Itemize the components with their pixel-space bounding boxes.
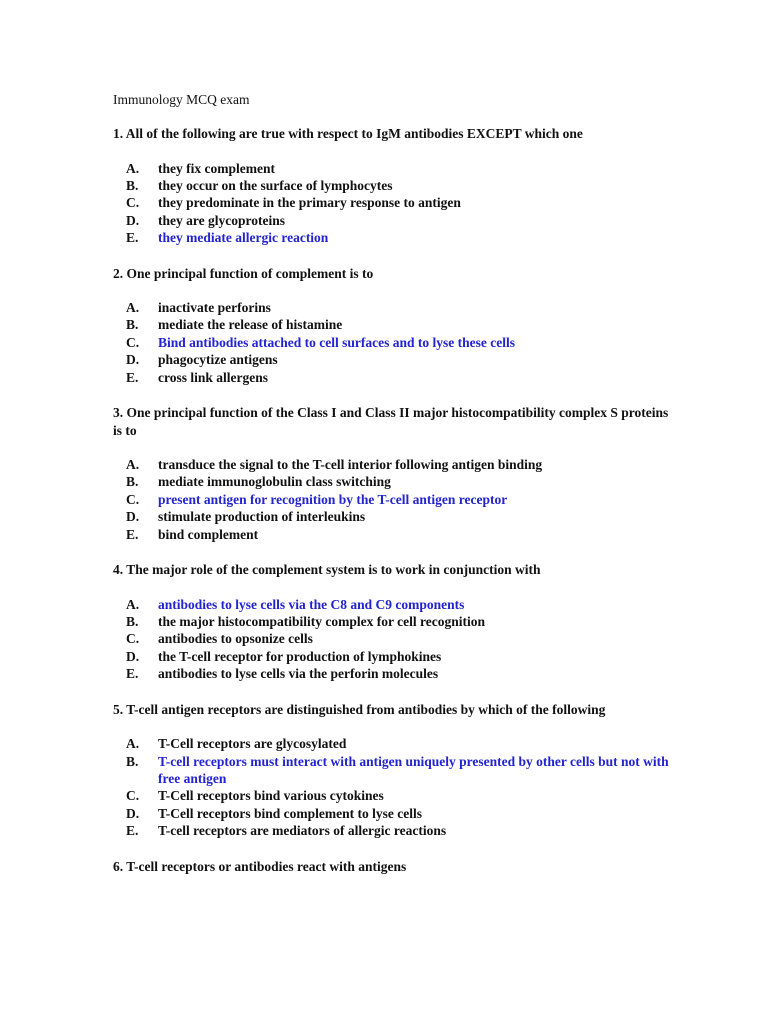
option-text: stimulate production of interleukins — [158, 509, 366, 525]
option-letter: D. — [126, 648, 140, 664]
answer-option — [113, 456, 673, 473]
question-stem: 6. T-cell receptors or antibodies react with antigens — [113, 858, 407, 874]
option-text: phagocytize antigens — [158, 352, 278, 368]
answer-option-correct — [113, 753, 673, 788]
answer-option — [113, 526, 673, 543]
option-text: present antigen for recognition by the T-cell antigen receptor — [158, 491, 508, 507]
option-text: Bind antibodies attached to cell surfaces and to lyse these cells — [158, 334, 515, 350]
option-text: they mediate allergic reaction — [158, 230, 329, 246]
answer-option — [113, 735, 673, 752]
option-letter: B. — [126, 317, 139, 333]
option-letter: C. — [126, 788, 140, 804]
option-text: T-Cell receptors bind complement to lyse cells — [158, 805, 422, 821]
option-letter: C. — [126, 491, 140, 507]
option-text: mediate immunoglobulin class switching — [158, 474, 391, 490]
option-letter: A. — [126, 300, 140, 316]
option-letter: B. — [126, 474, 139, 490]
option-letter: E. — [126, 369, 139, 385]
answer-option-correct — [113, 334, 673, 351]
option-text: bind complement — [158, 526, 259, 542]
answer-option — [113, 665, 673, 682]
option-text: antibodies to opsonize cells — [158, 631, 313, 647]
answer-option — [113, 177, 673, 194]
option-text: the major histocompatibility complex for cell recognition — [158, 614, 485, 629]
question-stem: 2. One principal function of complement is to — [113, 265, 374, 281]
answer-options — [113, 735, 673, 839]
option-text: transduce the signal to the T-cell interior following antigen binding — [158, 457, 543, 473]
answer-option-correct — [113, 596, 673, 613]
option-letter: D. — [126, 509, 140, 525]
option-text: they fix complement — [158, 160, 275, 176]
answer-option — [113, 160, 673, 177]
option-letter: B. — [126, 614, 139, 629]
answer-option — [113, 473, 673, 490]
option-text: the T-cell receptor for production of lymphokines — [158, 648, 442, 664]
answer-option — [113, 369, 673, 386]
answer-option — [113, 822, 673, 839]
answer-option — [113, 630, 673, 647]
option-letter: A. — [126, 736, 140, 752]
option-text: T-cell receptors must interact with antigen uniquely presented by other cells but not with free antigen — [158, 753, 669, 786]
option-letter: C. — [126, 195, 140, 211]
option-letter: E. — [126, 526, 139, 542]
answer-option — [113, 316, 673, 333]
option-letter: A. — [126, 596, 140, 612]
option-letter: E. — [126, 666, 139, 682]
answer-option — [113, 212, 673, 229]
option-letter: B. — [126, 753, 139, 769]
option-letter: D. — [126, 805, 140, 821]
option-text: T-Cell receptors are glycosylated — [158, 736, 347, 752]
exam-page — [113, 91, 673, 893]
option-text: antibodies to lyse cells via the perforin molecules — [158, 666, 439, 682]
option-text: they are glycoproteins — [158, 212, 285, 228]
option-letter: A. — [126, 160, 140, 176]
option-text: inactivate perforins — [158, 300, 271, 316]
question-1 — [113, 125, 673, 247]
option-text: mediate the release of histamine — [158, 317, 343, 333]
option-letter: C. — [126, 631, 140, 647]
answer-options — [113, 299, 673, 386]
answer-options — [113, 456, 673, 543]
option-letter: B. — [126, 177, 139, 193]
answer-option — [113, 805, 673, 822]
question-stem: 5. T-cell antigen receptors are distinguished from antibodies by which of the following — [113, 701, 606, 717]
option-letter: C. — [126, 334, 140, 350]
question-4 — [113, 561, 673, 683]
option-letter: A. — [126, 457, 140, 473]
option-letter: E. — [126, 230, 139, 246]
answer-option — [113, 648, 673, 665]
document-title: Immunology MCQ exam — [113, 92, 250, 107]
question-stem: 1. All of the following are true with respect to IgM antibodies EXCEPT which one — [113, 126, 583, 141]
question-stem: 4. The major role of the complement system is to work in conjunction with — [113, 562, 541, 578]
option-text: antibodies to lyse cells via the C8 and C9 components — [158, 596, 465, 612]
option-text: they predominate in the primary response to antigen — [158, 195, 461, 211]
answer-options — [113, 596, 673, 683]
answer-option — [113, 787, 673, 804]
question-6 — [113, 858, 673, 876]
option-letter: D. — [126, 352, 140, 368]
option-letter: E. — [126, 823, 139, 839]
answer-option-correct — [113, 491, 673, 508]
option-text: cross link allergens — [158, 369, 269, 385]
answer-option — [113, 613, 673, 630]
question-3 — [113, 404, 673, 543]
answer-option — [113, 351, 673, 368]
option-text: T-Cell receptors bind various cytokines — [158, 788, 384, 804]
answer-options — [113, 160, 673, 247]
question-stem: 3. One principal function of the Class I and Class II major histocompatibility complex S proteins is to — [113, 405, 669, 438]
answer-option — [113, 194, 673, 211]
answer-option — [113, 299, 673, 316]
option-text: they occur on the surface of lymphocytes — [158, 177, 393, 193]
answer-option-correct — [113, 229, 673, 246]
question-5 — [113, 701, 673, 840]
answer-option — [113, 508, 673, 525]
question-list — [113, 125, 673, 875]
option-text: T-cell receptors are mediators of allergic reactions — [158, 823, 447, 839]
option-letter: D. — [126, 212, 140, 228]
question-2 — [113, 265, 673, 387]
